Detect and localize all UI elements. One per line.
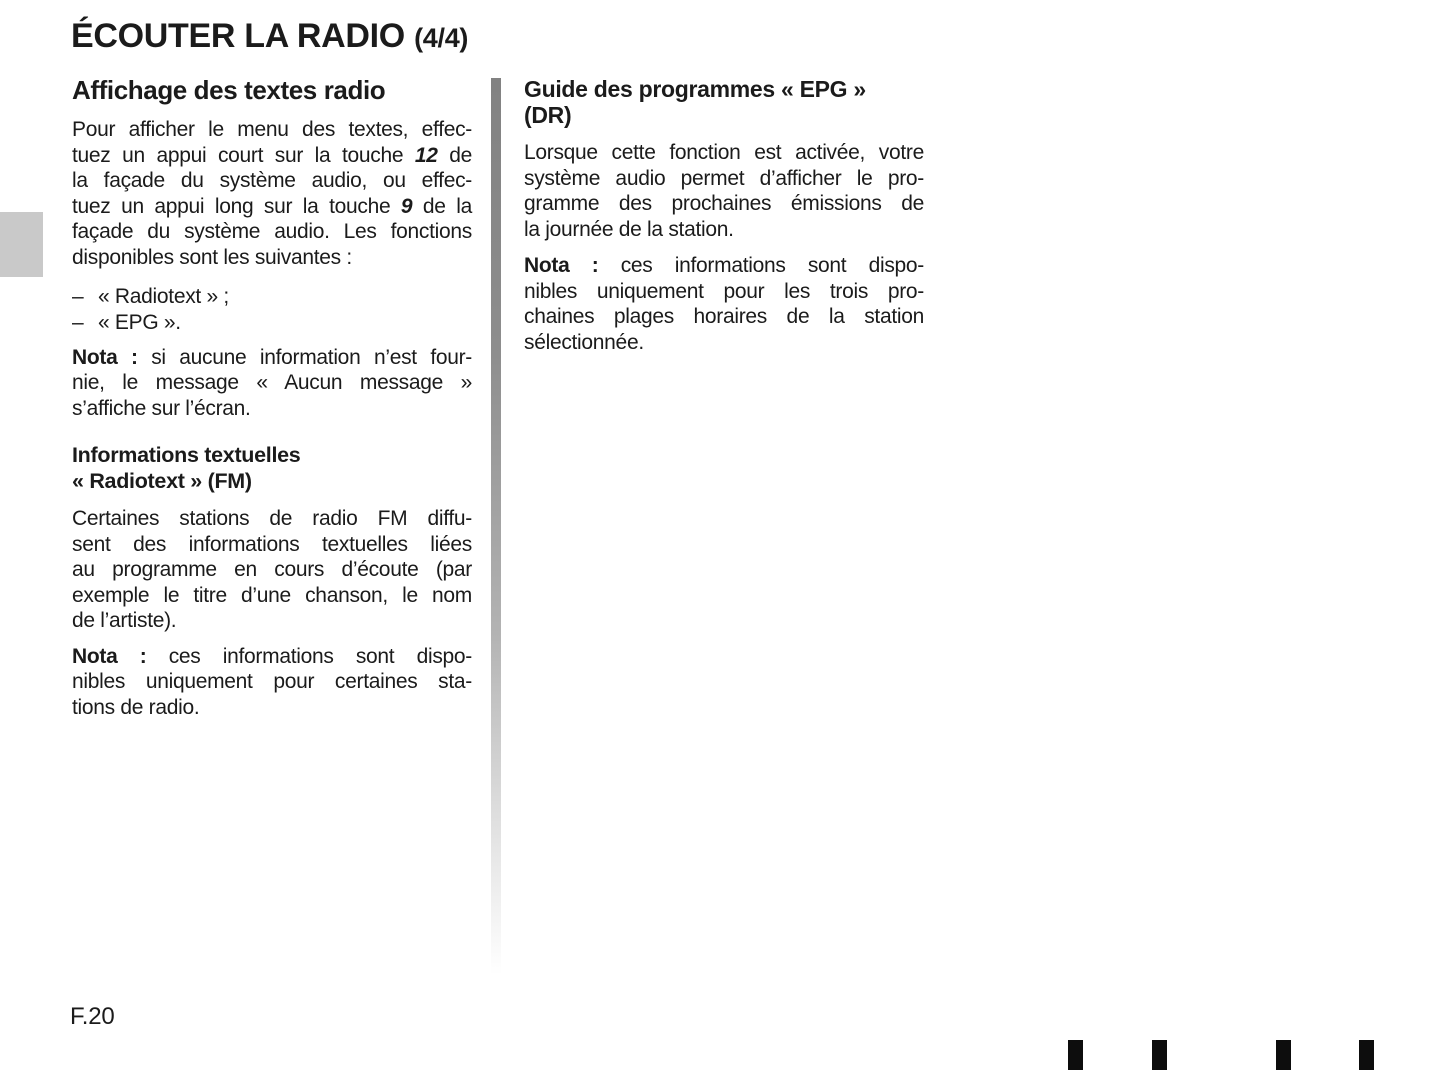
text-line: Certaines stations de radio FM diffu- [72,507,472,531]
text-line: chaines plages horaires de la station [524,305,924,328]
print-registration-mark [1359,1040,1374,1070]
text-line: s’affiche sur l’écran. [72,396,251,420]
page-number: F.20 [70,1003,115,1030]
heading-line: Guide des programmes « EPG » [524,76,866,102]
text-line: disponibles sont les suivantes : [72,245,352,269]
page-title [71,16,468,58]
text-segment: ces informations sont dispo- [620,254,924,277]
page-title-suffix: (4/4) [414,23,469,53]
text-line [72,143,472,169]
list-label: « Radiotext » ; [98,285,229,308]
text-line: tions de radio. [72,695,200,719]
nota-certaines-stations [72,644,472,721]
text-line: nie, le message « Aucun message » [72,371,472,395]
nota-aucun-message [72,345,472,422]
heading-line: Informations textuelles [72,443,301,468]
text-line: gramme des prochaines émissions de [524,192,924,215]
text-segment: si aucune information n’est four- [151,345,472,369]
list-item [72,284,472,310]
nota-label: Nota : [72,644,147,668]
heading-line: (DR) [524,102,572,128]
subsection-heading-radiotext [72,442,472,494]
text-line: Lorsque cette fonction est activée, votre [524,141,924,164]
text-line: la façade du système audio, ou effec- [72,169,472,192]
text-line: nibles uniquement pour les trois pro- [524,279,924,303]
section-heading-epg [524,76,924,128]
text-line: sent des informations textuelles liées [72,532,472,556]
text-segment: tuez un appui long sur la touche [72,194,391,218]
text-line [72,345,472,371]
text-segment: ces informations sont dispo- [168,644,472,668]
page-edge-section-tab [0,212,43,277]
text-line [72,644,472,670]
list-item [72,310,472,336]
text-segment: de la [422,194,472,218]
text-line: exemple le titre d’une chanson, le nom [72,583,472,607]
text-line: sélectionnée. [524,330,644,354]
functions-list [72,284,472,336]
text-line: Pour afficher le menu des textes, effec- [72,118,472,141]
button-ref-12: 12 [414,143,438,167]
print-registration-mark [1068,1040,1083,1070]
nota-plages-horaires [524,253,924,355]
heading-line: « Radiotext » (FM) [72,469,252,494]
text-segment: tuez un appui court sur la touche [72,143,404,167]
paragraph-stations-fm [72,506,472,634]
text-line: au programme en cours d’écoute (par [72,558,472,582]
text-segment: de [449,143,472,167]
text-line [72,194,472,220]
text-line: la journée de la station. [524,217,734,241]
print-registration-mark [1152,1040,1167,1070]
column-divider [491,78,501,975]
print-registration-mark [1276,1040,1291,1070]
nota-label: Nota : [72,345,138,369]
button-ref-9: 9 [400,194,413,218]
nota-label: Nota : [524,254,599,277]
left-column [72,76,472,720]
page-title-text: ÉCOUTER LA RADIO [71,17,405,55]
right-column [524,76,924,355]
list-dash: – [72,285,84,308]
text-line: façade du système audio. Les fonctions [72,220,472,243]
section-heading-affichage: Affichage des textes radio [72,75,386,105]
text-line: de l’artiste). [72,609,177,633]
list-dash: – [72,310,84,334]
list-label: « EPG ». [98,310,181,334]
text-line: nibles uniquement pour certaines sta- [72,670,472,694]
paragraph-menu-textes [72,117,472,270]
paragraph-epg [524,140,924,242]
text-line: système audio permet d’afficher le pro- [524,166,924,190]
text-line [524,253,924,279]
